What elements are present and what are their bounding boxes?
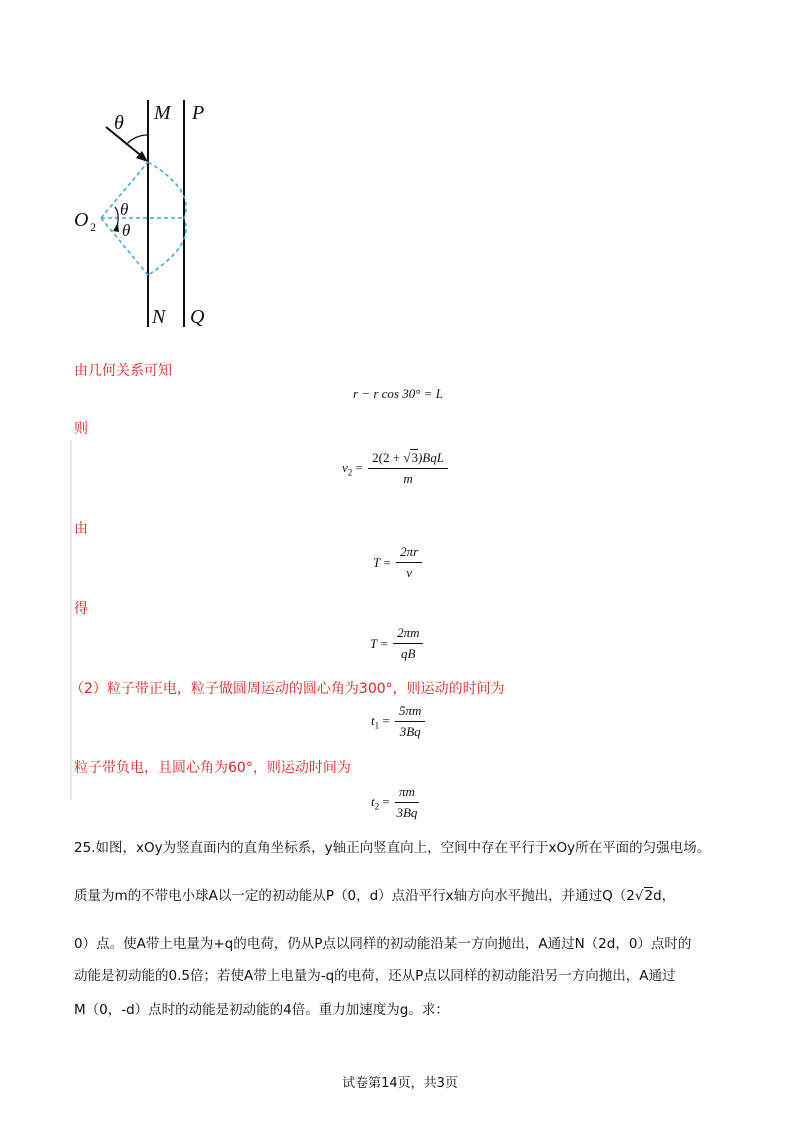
v2-fraction: $\frac{\text{2(2 + √3)BqL}}{m}$ [368,450,448,487]
t2-sub: 2 [374,801,380,812]
T1-lhs: T [373,554,381,570]
formula-t1: $t_1$ = $\frac{5\pi m}{3Bq}$ [371,703,427,740]
v2-num-a: 2(2 + [372,450,404,465]
label-N: N [152,306,166,328]
t1-den: 3Bq [399,724,421,739]
label-theta-top: θ [114,112,124,134]
magnetic-field-diagram [70,95,230,335]
text-get: 得 [74,601,88,617]
problem-line-2a: 质量为m的不带电小球A以一定的初动能从P（0，d）点沿平行x轴方向水平抛出，并通过Q（2 [74,888,635,904]
t1-lhs: t [371,712,375,728]
t2-lhs: t [371,793,375,809]
t2-fraction [395,784,419,821]
v2-sub: 2 [347,467,353,478]
problem-line-3: 0）点。使A带上电量为+q的电荷，仍从P点以同样的初动能沿某一方向抛出，A通过N（2d，0）点时的 [74,936,692,952]
theta-arc-mid-upper [115,207,118,218]
t2-num: πm [395,784,419,803]
formula-v2: $v_2$ = $\frac{\text{2(2 + √3)BqL}}{m}$ [342,450,450,487]
label-M: M [154,102,171,124]
label-Q: Q [190,306,205,328]
incoming-velocity-arrow [106,127,144,158]
t2-den: 3Bq [396,805,418,820]
T1-fraction [396,544,422,581]
T2-num: 2πm [393,625,423,644]
problem-line-2: 质量为m的不带电小球A以一定的初动能从P（0，d）点沿平行x轴方向水平抛出，并通过Q（2√2d， [74,888,676,904]
v2-den: m [403,471,413,486]
v2-num-root: 3 [411,450,418,465]
formula-t2: $t_2$ = $\frac{\pi m}{3Bq}$ [371,784,418,820]
page-footer: 试卷第14页，共3页 [342,1076,458,1091]
formula-T1: T = $\frac{2\pi r}{v}$ [373,544,424,581]
label-P: P [192,102,205,124]
problem-line-5: M（0，-d）点时的动能是初动能的4倍。重力加速度为g。求： [74,1002,449,1018]
T2-fraction [393,625,423,662]
v2-num-b: )BqL [417,450,444,465]
label-O: O [74,209,89,231]
text-then: 则 [74,421,88,437]
theta-arc-arrow [113,223,119,232]
text-geometry: 由几何关系可知 [74,363,172,379]
text-negative: 粒子带负电，且圆心角为60°，则运动时间为 [74,760,351,776]
t1-sub: 1 [374,720,380,731]
T1-den: v [406,565,412,580]
problem-line-4: 动能是初动能的0.5倍；若使A带上电量为-q的电荷，还从P点以同样的初动能沿另一方向抛出，A通过 [74,968,676,984]
equation-1: r − r cos 30° = L [353,386,443,401]
label-theta-mid1: θ [120,200,129,219]
problem-line-2-root: 2 [644,888,654,904]
t1-fraction [395,703,425,740]
v2-lhs: v [342,459,348,475]
label-O-sub: 2 [90,220,96,234]
problem-line-2b: d， [653,888,676,904]
theta-arc-top [126,135,148,145]
problem-line-1: 25.如图，xOy为竖直面内的直角坐标系，y轴正向竖直向上，空间中存在平行于xOy所在平面的匀强电场。 [74,840,711,856]
formula-T2: T = $\frac{2\pi m}{qB}$ [370,625,425,662]
T1-num: 2πr [396,544,422,563]
T2-lhs: T [370,635,378,651]
T2-den: qB [401,646,416,661]
label-theta-mid2: θ [122,221,131,240]
t1-num: 5πm [395,703,425,722]
text-by: 由 [74,521,88,537]
text-part2: （2）粒子带正电，粒子做圆周运动的圆心角为300°，则运动的时间为 [70,681,505,697]
margin-line [70,440,72,800]
